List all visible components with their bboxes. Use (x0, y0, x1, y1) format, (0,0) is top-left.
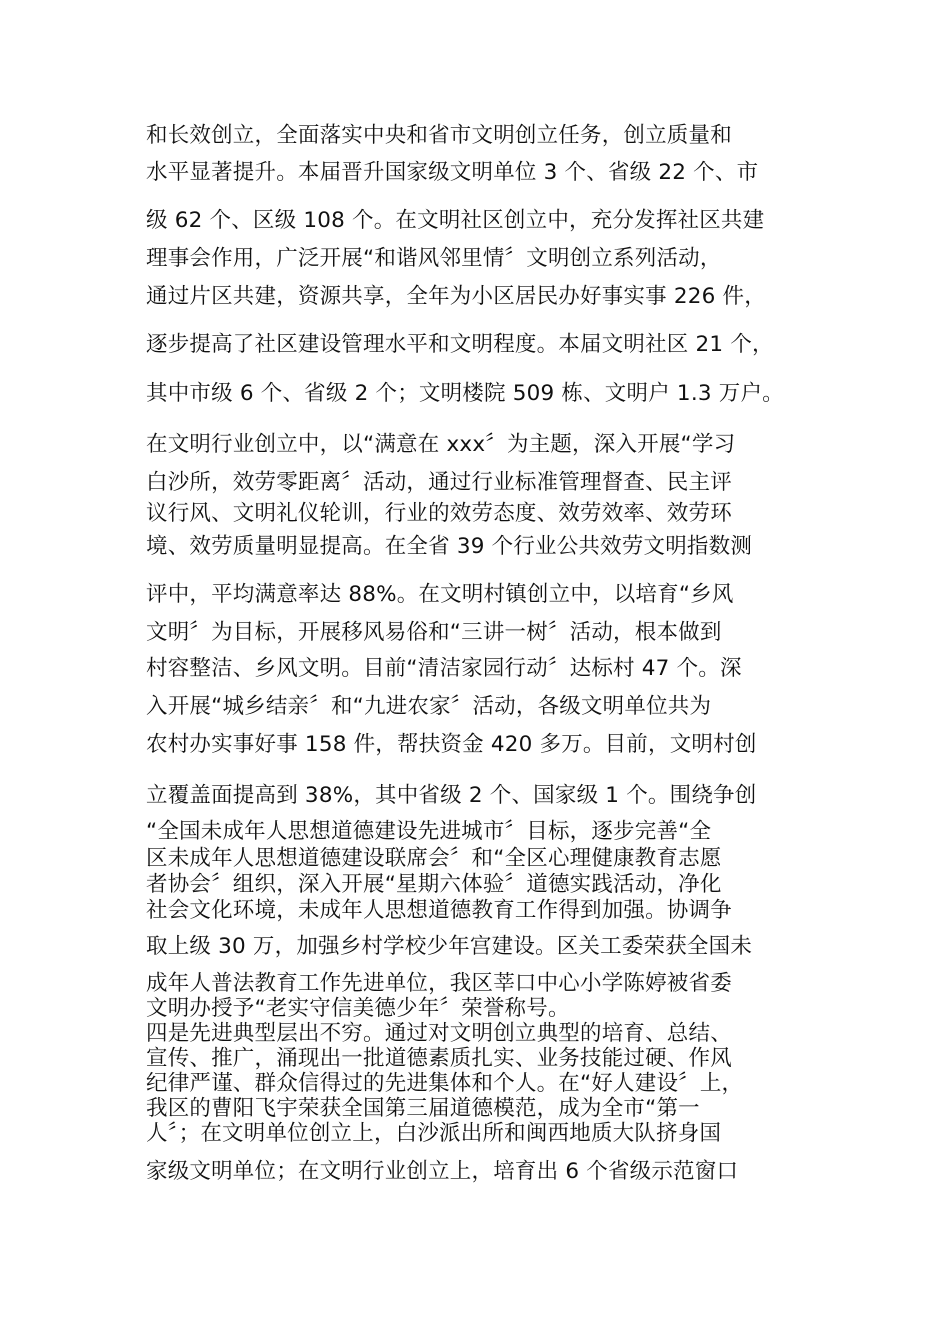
text-line: 文明办授予“老实守信美德少年〞荣誉称号。 (146, 996, 570, 1021)
text-line: 我区的曹阳飞宇荣获全国第三届道德模范，成为全市“第一 (146, 1096, 700, 1121)
text-line: 逐步提高了社区建设管理水平和文明程度。本届文明社区 21 个， (146, 332, 774, 357)
text-line: 其中市级 6 个、省级 2 个；文明楼院 509 栋、文明户 1.3 万户。 (146, 381, 784, 406)
text-line: 理事会作用，广泛开展“和谐风邻里情〞文明创立系列活动， (146, 246, 722, 271)
text-line: 入开展“城乡结亲〞和“九进农家〞活动，各级文明单位共为 (146, 694, 712, 719)
text-line: 取上级 30 万，加强乡村学校少年宫建设。区关工委荣获全国未 (146, 934, 753, 959)
text-line: 家级文明单位；在文明行业创立上，培育出 6 个省级示范窗口 (146, 1159, 739, 1184)
text-line: 成年人普法教育工作先进单位，我区莘口中心小学陈婷被省委 (146, 971, 732, 996)
text-line: 纪律严谨、群众信得过的先进集体和个人。在“好人建设〞上， (146, 1071, 744, 1096)
text-line: 在文明行业创立中，以“满意在 xxx〞为主题，深入开展“学习 (146, 432, 736, 457)
text-line: 社会文化环境，未成年人思想道德教育工作得到加强。协调争 (146, 898, 732, 923)
text-line: 农村办实事好事 158 件，帮扶资金 420 多万。目前，文明村创 (146, 732, 757, 757)
text-line: 村容整洁、乡风文明。目前“清洁家园行动〞达标村 47 个。深 (146, 656, 742, 681)
text-line: 境、效劳质量明显提高。在全省 39 个行业公共效劳文明指数测 (146, 534, 753, 559)
text-line: 评中，平均满意率达 88%。在文明村镇创立中，以培育“乡风 (146, 582, 734, 607)
text-line: 立覆盖面提高到 38%，其中省级 2 个、国家级 1 个。围绕争创 (146, 783, 757, 808)
text-line: “全国未成年人思想道德建设先进城市〞目标，逐步完善“全 (146, 819, 712, 844)
text-line: 宣传、推广，涌现出一批道德素质扎实、业务技能过硬、作风 (146, 1046, 732, 1071)
text-line: 通过片区共建，资源共享，全年为小区居民办好事实事 226 件， (146, 284, 766, 309)
text-line: 文明〞为目标，开展移风易俗和“三讲一树〞活动，根本做到 (146, 620, 722, 645)
text-line: 区未成年人思想道德建设联席会〞和“全区心理健康教育志愿 (146, 846, 722, 871)
text-line: 级 62 个、区级 108 个。在文明社区创立中，充分发挥社区共建 (146, 208, 765, 233)
text-line: 四是先进典型层出不穷。通过对文明创立典型的培育、总结、 (146, 1021, 732, 1046)
text-line: 白沙所，效劳零距离〞活动，通过行业标准管理督查、民主评 (146, 470, 732, 495)
text-line: 者协会〞组织，深入开展“星期六体验〞道德实践活动，净化 (146, 872, 722, 897)
text-line: 议行风、文明礼仪轮训，行业的效劳态度、效劳效率、效劳环 (146, 501, 732, 526)
text-line: 和长效创立，全面落实中央和省市文明创立任务，创立质量和 (146, 123, 732, 148)
text-line: 人〞；在文明单位创立上，白沙派出所和闽西地质大队挤身国 (146, 1121, 722, 1146)
text-line: 水平显著提升。本届晋升国家级文明单位 3 个、省级 22 个、市 (146, 160, 759, 185)
